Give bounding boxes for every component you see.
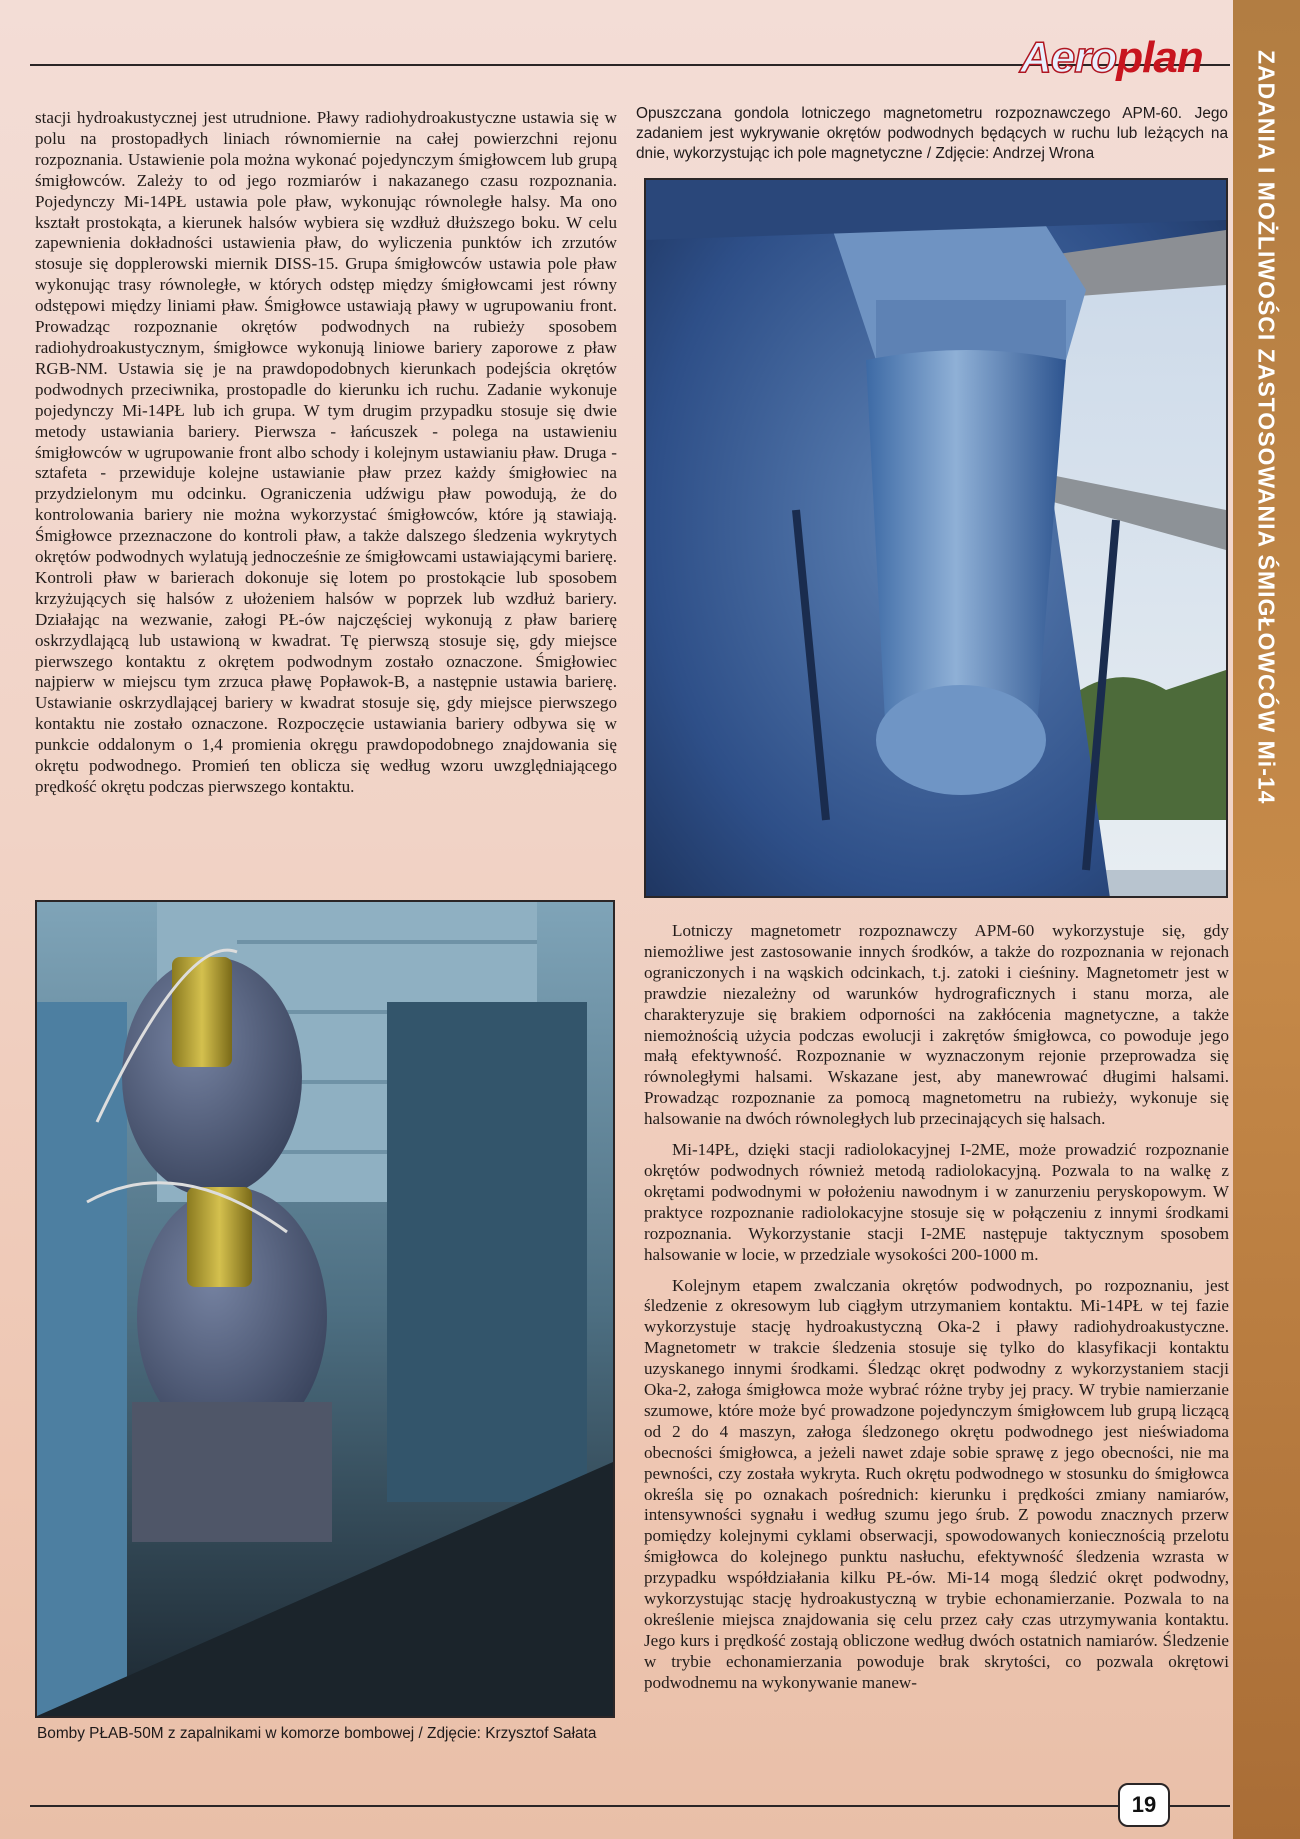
photo-caption-bombs: Bomby PŁAB-50M z zapalnikami w komorze bombowej / Zdjęcie: Krzysztof Sałata: [37, 1725, 597, 1742]
photo-caption-magnetometer: Opuszczana gondola lotniczego magnetometru rozpoznawczego APM-60. Jego zadaniem jest wykrywanie okrętów podwodnych będących w ruchu lub leżących na dnie, wykorzystując ich pole magnetyczne / Zdjęcie: Andrzej Wrona: [636, 105, 1228, 162]
section-title: ZADANIA I MOŻLIWOŚCI ZASTOSOWANIA ŚMIGŁOWCÓW Mi-14: [1253, 50, 1280, 805]
paragraph: Lotniczy magnetometr rozpoznawczy APM-60 wykorzystuje się, gdy niemożliwe jest zastosowanie innych środków, a także do rozpoznania w rejonach ograniczonych i na wąskich odcinkach, t.j. zatoki i cieśniny. Magnetometr jest w prawdzie niezależny od warunków hydrograficznych i stanu morza, ale charakteryzuje się brakiem odporności na zakłócenia magnetyczne, a także niemożnością użycia podczas ewolucji i zakrętów śmigłowca, co powoduje jego małą efektywność. Rozpoznanie w wyznaczonym rejonie przeprowadza się równoległymi halsami. Wskazane jest, aby manewrować długimi halsami. Prowadząc rozpoznanie za pomocą magnetometru na rubieży, wykonuje się halsowanie na dwóch równoległych lub przecinających się halsach.: [644, 921, 1229, 1129]
magazine-logo: Aeroplan: [1020, 33, 1203, 82]
photo-bomb-bay: [35, 900, 615, 1718]
right-column: [644, 921, 1229, 1704]
page-number: 19: [1118, 1783, 1170, 1827]
left-column: [35, 108, 617, 808]
footer-rule: [30, 1805, 1230, 1807]
photo-magnetometer: [644, 178, 1228, 898]
paragraph: stacji hydroakustycznej jest utrudnione. Pławy radiohydroakustyczne ustawia się w polu na prostopadłych liniach równomiernie na całej powierzchni rejonu rozpoznania. Ustawienie pola można wykonać pojedynczym śmigłowcem lub grupą śmigłowców. Zależy to od jego rozmiarów i nakazanego czasu rozpoznania. Pojedynczy Mi-14PŁ ustawia pole pław, wykonując równoległe halsy. Ma ono kształt prostokąta, a kierunek halsów wybiera się wzdłuż dłuższego boku. W celu zapewnienia dokładności ustawienia pław, do wyliczenia punktów ich zrzutów stosuje się dopplerowski miernik DISS-15. Grupa śmigłowców ustawia pole pław wykonując trasy równoległe, w których odstęp między śmigłowcami jest równy odstępowi między liniami pław. Śmigłowce ustawiają pławy w ugrupowaniu front. Prowadząc rozpoznanie okrętów podwodnych na rubieży sposobem radiohydroakustycznym, śmigłowce wykonują liniowe bariery zaporowe z pław RGB-NM. Ustawia się je na prawdopodobnych kierunkach podejścia okrętów podwodnych przeciwnika, prostopadle do kierunku ich ruchu. Zadanie wykonuje pojedynczy Mi-14PŁ lub ich grupa. W tym drugim przypadku stosuje się dwie metody ustawiania bariery. Pierwsza - łańcuszek - polega na ustawieniu śmigłowców w ugrupowanie front albo schody i kolejnym ustawianiu pław. Druga - sztafeta - przewiduje kolejne ustawianie pław przez każdy śmigłowiec na przydzielonym mu odcinku. Ograniczenia udźwigu pław powodują, że do kontrolowania bariery nie można wykorzystać śmigłowców, które ją stawiają. Śmigłowce przeznaczone do kontroli pław, a także dalszego śledzenia wykrytych okrętów podwodnych wylatują jednocześnie ze śmigłowcami ustawiającymi barierę. Kontroli pław w barierach dokonuje się lotem po prostokącie lub sposobem krzyżujących się halsów z ułożeniem halsów w poprzek lub wzdłuż bariery. Działając na wezwanie, załogi PŁ-ów najczęściej wykonują z pław barierę oskrzydlającą lub ustawioną w kwadrat. Tę pierwszą stosuje się, gdy miejsce pierwszego kontaktu z okrętem podwodnym zostało oznaczone. Śmigłowiec najpierw w miejscu tym zrzuca pławę Popławok-B, a następnie ustawia barierę. Ustawianie oskrzydlającej bariery w kwadrat stosuje się, gdy miejsce pierwszego kontaktu nie zostało oznaczone. Rozpoczęcie ustawiania bariery odbywa się w punkcie oddalonym o 1,4 promienia okręgu prawdopodobnego znajdowania się okrętu podwodnego. Promień ten oblicza się według wzoru uwzględniającego prędkość okrętu podczas pierwszego kontaktu.: [35, 108, 617, 796]
paragraph: Kolejnym etapem zwalczania okrętów podwodnych, po rozpoznaniu, jest śledzenie z okresowym lub ciągłym utrzymaniem kontaktu. Mi-14PŁ w tej fazie wykorzystuje stację hydroakustyczną Oka-2 i pławy radiohydroakustyczne. Magnetometr w trakcie śledzenia stosuje się tylko do klasyfikacji kontaktu uzyskanego innymi środkami. Śledząc okręt podwodny z wykorzystaniem stacji Oka-2, załoga śmigłowca może wybrać różne tryby jej pracy. W trybie namierzanie szumowe, które może być prowadzone pojedynczym śmigłowcem lub grupą liczącą od 2 do 4 maszyn, załoga śledzonego okrętu podwodnego jest nieświadoma obecności śmigłowca, a jeżeli nawet zdaje sobie sprawę z jego obecności, nie ma pewności, czy została wykryta. Ruch okrętu podwodnego w stosunku do śmigłowca określa się po oznakach pośrednich: kierunku i prędkości zmiany namiarów, intensywności sygnału i według szumu jego śrub. Z powodu znacznych przerw pomiędzy kolejnymi cyklami obserwacji, spowodowanych koniecznością przelotu śmigłowca do kolejnego punktu nasłuchu, efektywność śledzenia wzrasta w przypadku współdziałania kilku PŁ-ów. Mi-14 mogą śledzić okręt podwodny, wykorzystując stację hydroakustyczną w trybie echonamierzanie. Pozwala to na określenie miejsca znajdowania się celu przez cały czas utrzymywania kontaktu. Jego kurs i prędkość zostają obliczone według dwóch ostatnich namiarów. Śledzenie w trybie echonamierzania powoduje brak skrytości, co pozwala okrętowi podwodnemu na wykonywanie manew-: [644, 1275, 1229, 1692]
paragraph: Mi-14PŁ, dzięki stacji radiolokacyjnej I-2ME, może prowadzić rozpoznanie okrętów podwodnych również metodą radiolokacyjną. Pozwala to na walkę z okrętami podwodnymi w położeniu nawodnym i w zanurzeniu peryskopowym. W praktyce rozpoznanie radiolokacyjne stosuje się w połączeniu z innymi środkami rozpoznania. Wykorzystanie stacji I-2ME następuje taktycznym sposobem halsowanie w locie, w przedziale wysokości 200-1000 m.: [644, 1140, 1229, 1264]
